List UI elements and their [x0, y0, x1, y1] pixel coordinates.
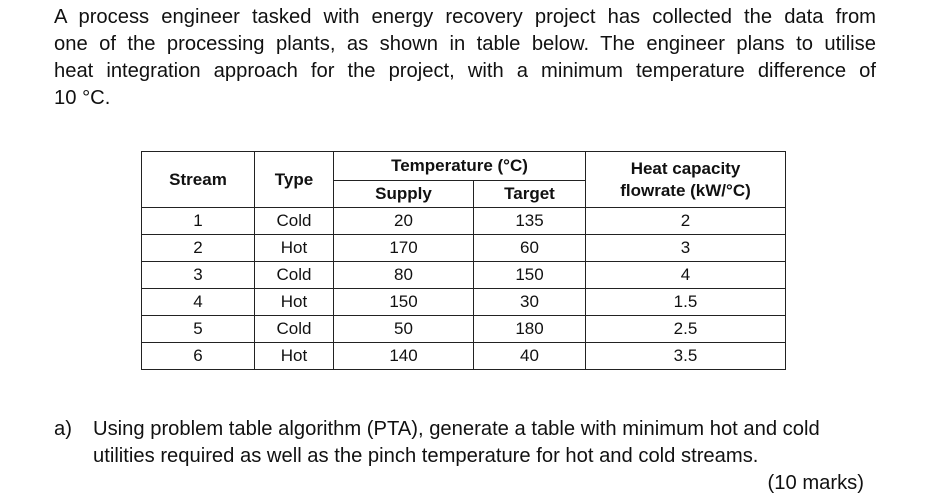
cell-target: 150 [474, 262, 586, 289]
table-row [142, 289, 786, 316]
cell-supply: 150 [334, 289, 474, 316]
cell-type: Hot [255, 289, 334, 316]
header-type: Type [255, 152, 334, 208]
cell-stream: 4 [142, 289, 255, 316]
cell-cp: 2 [586, 208, 786, 235]
header-temperature: Temperature (°C) [334, 152, 586, 181]
header-heat-capacity-line1: Heat capacity [630, 158, 741, 178]
cell-target: 40 [474, 343, 586, 370]
cell-stream: 2 [142, 235, 255, 262]
table-row [142, 208, 786, 235]
table-row [142, 235, 786, 262]
cell-stream: 1 [142, 208, 255, 235]
intro-line: one of the processing plants, as shown in table below. The engineer plans to utilise [54, 33, 876, 55]
intro-line: heat integration approach for the project, with a minimum temperature difference of [54, 60, 876, 82]
cell-cp: 2.5 [586, 316, 786, 343]
table-row [142, 343, 786, 370]
cell-cp: 3.5 [586, 343, 786, 370]
header-target: Target [474, 181, 586, 208]
intro-line: A process engineer tasked with energy recovery project has collected the data from [54, 6, 876, 28]
header-heat-capacity [586, 152, 786, 208]
cell-stream: 3 [142, 262, 255, 289]
question-text [93, 416, 893, 470]
intro-paragraph [54, 4, 876, 112]
cell-target: 30 [474, 289, 586, 316]
cell-target: 60 [474, 235, 586, 262]
header-heat-capacity-line2: flowrate (kW/°C) [620, 180, 751, 200]
cell-cp: 4 [586, 262, 786, 289]
cell-stream: 5 [142, 316, 255, 343]
cell-stream: 6 [142, 343, 255, 370]
cell-supply: 20 [334, 208, 474, 235]
cell-supply: 50 [334, 316, 474, 343]
marks-label: (10 marks) [767, 472, 864, 494]
cell-cp: 3 [586, 235, 786, 262]
header-supply: Supply [334, 181, 474, 208]
header-stream: Stream [142, 152, 255, 208]
cell-type: Hot [255, 343, 334, 370]
stream-data-table [141, 151, 786, 370]
cell-supply: 140 [334, 343, 474, 370]
question-line: utilities required as well as the pinch temperature for hot and cold streams. [93, 445, 759, 467]
cell-supply: 170 [334, 235, 474, 262]
cell-target: 180 [474, 316, 586, 343]
question-label: a) [54, 418, 72, 440]
cell-type: Cold [255, 262, 334, 289]
intro-line: 10 °C. [54, 87, 111, 109]
cell-target: 135 [474, 208, 586, 235]
cell-supply: 80 [334, 262, 474, 289]
question-line: Using problem table algorithm (PTA), generate a table with minimum hot and cold [93, 418, 820, 440]
table-row [142, 316, 786, 343]
cell-type: Cold [255, 316, 334, 343]
table-row [142, 262, 786, 289]
cell-type: Hot [255, 235, 334, 262]
cell-type: Cold [255, 208, 334, 235]
cell-cp: 1.5 [586, 289, 786, 316]
